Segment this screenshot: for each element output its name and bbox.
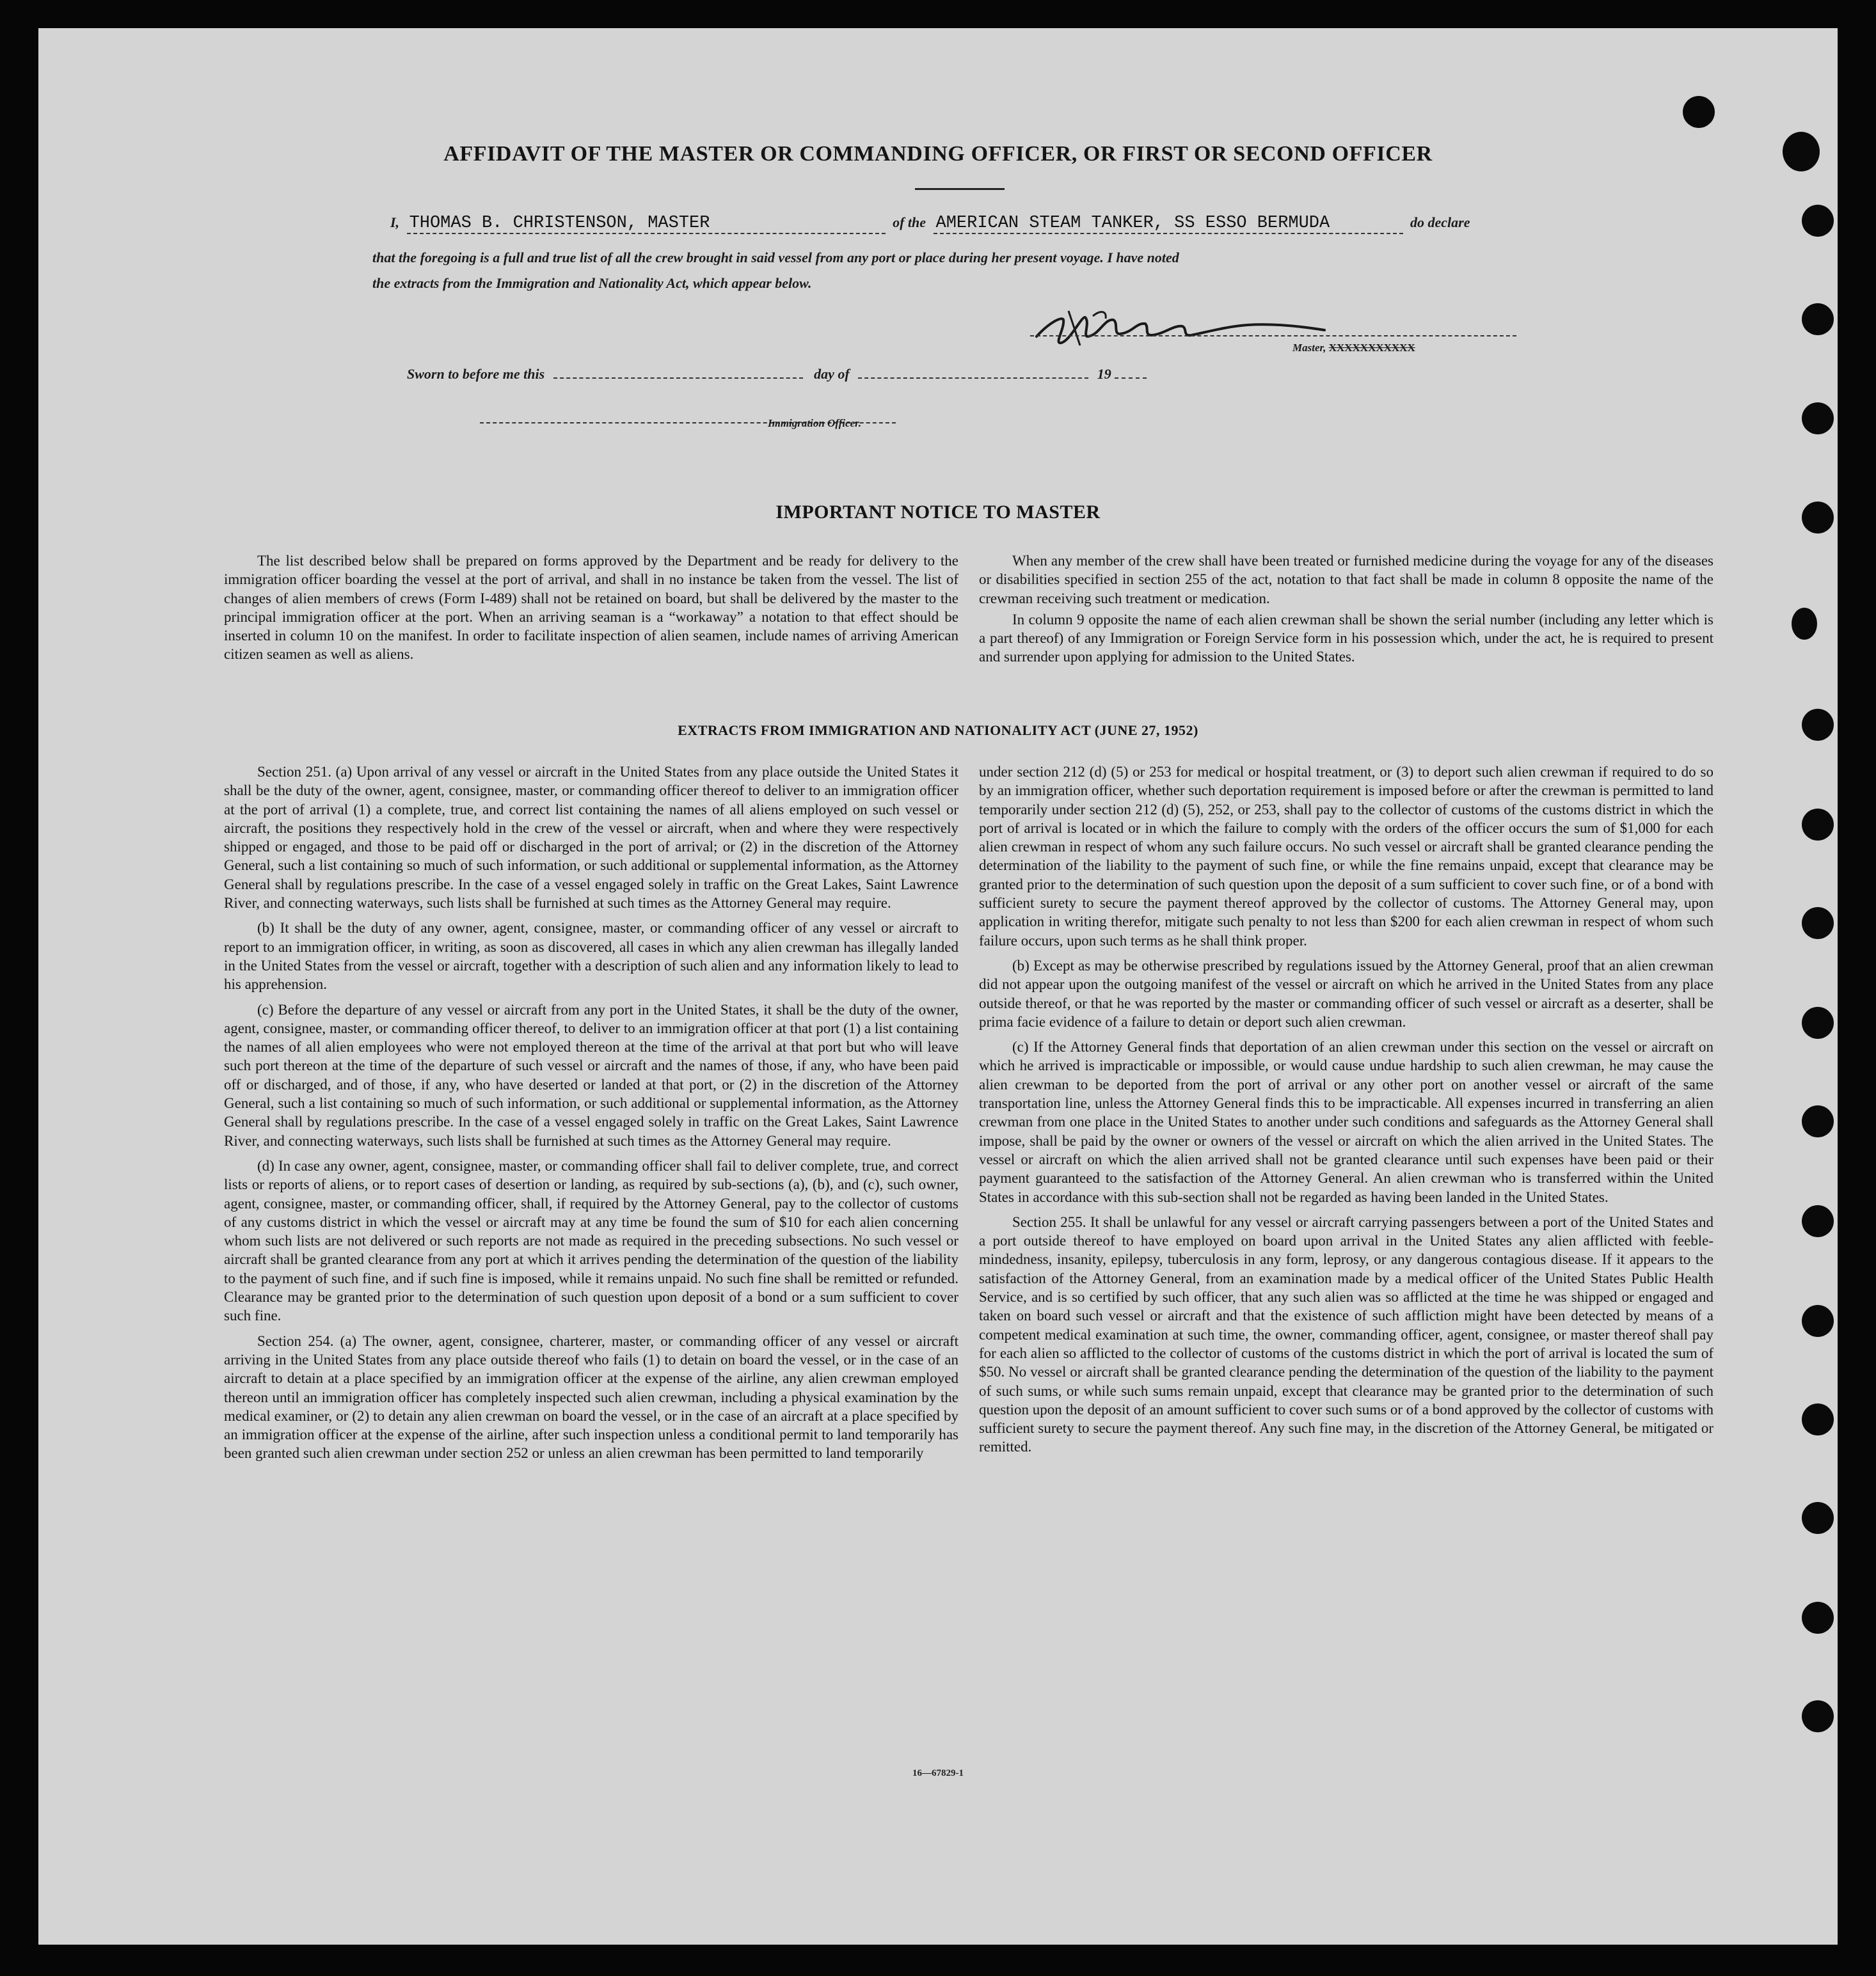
notice-right-paragraph-2: In column 9 opposite the name of each alien crewman shall be shown the serial number (including any letter which is a part thereof) of any Immigration or Foreign Service form in his possession which, under the act, he is required to present and surrender upon applying for admission to the United States. xyxy=(979,611,1713,665)
section-254-c: (c) If the Attorney General finds that deportation of an alien crewman under this section on the vessel or aircraft on which he arrived is impracticable or impossible, or would cause undue hardship to such alien crewman, he may cause the alien crewman to be deported from the port of arrival or any other port on another vessel or aircraft of the same transportation line, unless the Attorney General finds this to be impracticable. All expenses incurred in transferring an alien crewman from one place in the United States to another under such conditions and safeguards as the Attorney General shall impose, shall be paid by the owner or owners of the vessel or aircraft on which the alien arrived in the United States. The vessel or aircraft on which the alien arrived shall not be granted clearance until such expenses have been paid or their payment guaranteed to the satisfaction of the Attorney General. An alien crewman who is transferred within the United States in accordance with this sub-section shall not be regarded as having been landed in the United States. xyxy=(979,1039,1713,1205)
day-of-label: day of xyxy=(814,366,850,382)
section-254-a: Section 254. (a) The owner, agent, consignee, charterer, master, or commanding officer of any vessel or aircraft arriving in the United States from any place outside thereof who fails (1) to detain on board the vessel, or in the case of an aircraft to detain at a place specified by an immigration officer at the expense of the airline, any alien crewman employed thereon until an immigration officer has completely inspected such alien crewman, including a physical examination by the medical examiner, or (2) to detain any alien crewman on board the vessel, or in the case of an aircraft at a place specified by an immigration officer at the expense of the airline, after such inspection unless a conditional permit to land temporarily has been granted such alien crewman under section 252 or unless an alien crewman has been permitted to land temporarily xyxy=(224,1332,958,1462)
extracts-right-column xyxy=(979,763,1713,1463)
punch-hole xyxy=(1802,1602,1834,1634)
title-rule xyxy=(915,188,1005,190)
section-251-a: Section 251. (a) Upon arrival of any vessel or aircraft in the United States from any place outside the United States it shall be the duty of the owner, agent, consignee, master, or commanding officer thereof to deliver to an immigration officer at the port of arrival (1) a complete, true, and correct list containing the names of all aliens employed on such vessel or aircraft, the positions they respectively hold in the crew of the vessel or aircraft, when and where they were respectively shipped or engaged, and those to be paid off or discharged in the port of arrival; or (2) in the discretion of the Attorney General, such a list containing so much of such information, or such additional or supplemental information, as the Attorney General shall by regulations prescribe. In the case of a vessel engaged solely in traffic on the Great Lakes, Saint Lawrence River, and connecting waterways, such lists shall be furnished at such times as the Attorney General may require. xyxy=(224,764,958,912)
notice-right-paragraph-1: When any member of the crew shall have been treated or furnished medicine during the voyage for any of the diseases or disabilities specified in section 255 of the act, notation to that fact shall be made in column 8 opposite the name of the crewman receiving such treatment or medication. xyxy=(979,553,1713,606)
section-254-a-continued: under section 212 (d) (5) or 253 for medical or hospital treatment, or (3) to deport such alien crewman if required to do so by an immigration officer, whether such deportation requirement is imposed before or after the crewman is permitted to land temporarily under section 212 (d) (5), 252, or 253, shall pay to the collector of customs of the customs district in which the port of arrival is located or in which the failure to comply with the orders of the officer occurs the sum of $1,000 for each alien crewman in respect of whom any such failure occurs. No such vessel or aircraft shall be granted clearance pending the determination of the liability to the payment of such fine, or while the fine remains unpaid, except that clearance may be granted prior to the determination of such question upon the deposit of a sum sufficient to cover such fine, or of a bond with sufficient surety to secure the payment thereof approved by the collector of customs. The Attorney General may, upon application in writing therefor, mitigate such penalty to not less than $200 for each alien crewman in respect of whom such failure occurs, upon such terms as he shall think proper. xyxy=(979,764,1713,949)
punch-hole xyxy=(1802,809,1834,841)
punch-hole xyxy=(1802,1105,1834,1137)
section-254-b: (b) Except as may be otherwise prescribed by regulations issued by the Attorney General, proof that an alien crewman did not appear upon the outgoing manifest of the vessel or aircraft on which he arrived in the United States from any place outside thereof, or that he was reported by the master or commanding officer of such vessel or aircraft as a deserter, shall be prima facie evidence of a failure to detain or deport such alien crewman. xyxy=(979,957,1713,1030)
punch-hole xyxy=(1792,608,1817,640)
master-label: Master, xyxy=(1292,342,1326,354)
punch-hole xyxy=(1802,1700,1834,1732)
notice-right-column xyxy=(979,551,1713,673)
sworn-line xyxy=(407,366,1147,383)
master-caption xyxy=(1292,342,1415,354)
notice-left-paragraph: The list described below shall be prepared on forms approved by the Department and be ready for delivery to the immigration officer boarding the vessel at the port of arrival, and shall in no instance be taken from the vessel. The list of changes of alien members of crews (Form I-489) shall not be retained on board, but shall be delivered by the master to the principal immigration officer at the port. When an arriving seaman is a “workaway” a notation to that effect should be inserted in column 10 on the manifest. In order to facilitate inspection of alien seamen, include names of arriving American citizen seamen as well as aliens. xyxy=(224,553,958,663)
master-name-field: THOMAS B. CHRISTENSON, MASTER xyxy=(407,214,886,234)
section-251-b: (b) It shall be the duty of any owner, agent, consignee, master, or commanding officer of any vessel or aircraft to report to an immigration officer, in writing, as soon as discovered, all cases in which any alien crewman has illegally landed in the United States from the vessel or aircraft, together with a description of such alien and any information likely to lead to his apprehension. xyxy=(224,920,958,993)
sworn-label: Sworn to before me this xyxy=(407,366,545,382)
section-255: Section 255. It shall be unlawful for any vessel or aircraft carrying passengers between a port of the United States and a port outside thereof to have employed on board upon arrival in the United States any alien afflicted with feeble-mindedness, insanity, epilepsy, tuberculosis in any form, leprosy, or any dangerous contagious disease. If it appears to the satisfaction of the Attorney General, from an examination made by a medical officer of the United States Public Health Service, and is so certified by such officer, that any such alien was so afflicted at the time he was shipped or engaged and taken on board such vessel or aircraft and that the existence of such affliction might have been detected by means of a competent medical examination at such time, the owner, commanding officer, agent, consignee, or master thereof shall pay for each alien so afflicted to the collector of customs of the customs district in which the port of arrival is located the sum of $50. No vessel or aircraft shall be granted clearance pending the determination of the question of the liability to the payment of such sums, or while such sums remain unpaid, except that clearance may be granted prior to the determination of such question upon the deposit of an amount sufficient to cover such sums or of a bond approved by the collector of customs with sufficient surety to secure the payment thereof. Any such fine may, in the discretion of the Attorney General, be mitigated or remitted. xyxy=(979,1213,1713,1455)
affidavit-title: AFFIDAVIT OF THE MASTER OR COMMANDING OFFICER, OR FIRST OR SECOND OFFICER xyxy=(443,142,1433,166)
officer-caption: Immigration Officer. xyxy=(768,417,862,429)
punch-hole xyxy=(1802,205,1834,237)
punch-hole xyxy=(1802,1305,1834,1337)
declare-label: do declare xyxy=(1410,214,1470,230)
punch-hole xyxy=(1802,303,1834,335)
punch-hole xyxy=(1802,1205,1834,1237)
document-page xyxy=(38,28,1838,1945)
statement-line-1: that the foregoing is a full and true list of all the crew brought in said vessel from any port or place during her present voyage. I have noted xyxy=(372,249,1179,265)
extracts-title: EXTRACTS FROM IMMIGRATION AND NATIONALITY ACT (JUNE 27, 1952) xyxy=(678,722,1198,738)
punch-hole xyxy=(1802,1403,1834,1435)
signature-line xyxy=(1030,324,1516,340)
statement-line-2: the extracts from the Immigration and Nationality Act, which appear below. xyxy=(372,275,812,291)
extracts-left-column xyxy=(224,763,958,1469)
punch-hole xyxy=(1683,96,1715,128)
punch-hole xyxy=(1802,907,1834,939)
section-251-d: (d) In case any owner, agent, consignee, master, or commanding officer shall fail to deliver complete, true, and correct lists or reports of aliens, or to report cases of desertion or landing, as required by sub-sections (a), (b), and (c), such owner, agent, consignee, master, or commanding officer, shall, if required by the Attorney General, pay to the collector of customs of any customs district in which the vessel or aircraft may at any time be found the sum of $10 for each alien concerning whom such lists are not delivered or such reports are not made as required in the preceding subsections. No such vessel or aircraft shall be granted clearance from any port at which it arrives pending the determination of the question of the liability to the payment of such fine, and if such fine is imposed, while it remains unpaid. No such fine shall be remitted or refunded. Clearance may be granted prior to the determination of such question upon deposit of a bond or a sum sufficient to cover such fine. xyxy=(224,1157,958,1324)
year-label: 19 xyxy=(1097,366,1111,382)
form-number: 16—67829-1 xyxy=(912,1768,964,1778)
vessel-name-field: AMERICAN STEAM TANKER, SS ESSO BERMUDA xyxy=(934,214,1403,234)
declaration-line xyxy=(390,214,1470,234)
struck-text: XXXXXXXXXXX xyxy=(1328,342,1415,354)
notice-left-column xyxy=(224,551,958,670)
punch-hole xyxy=(1802,1007,1834,1039)
notice-title: IMPORTANT NOTICE TO MASTER xyxy=(775,502,1101,523)
punch-hole xyxy=(1802,1502,1834,1534)
i-label: I, xyxy=(390,214,400,230)
punch-hole xyxy=(1802,402,1834,434)
of-the-label: of the xyxy=(893,214,926,230)
section-251-c: (c) Before the departure of any vessel or aircraft from any port in the United States, it shall be the duty of the owner, agent, consignee, master, or commanding officer thereof, to deliver to an immigration officer at that port (1) a list containing the names of all alien employees who were not employed thereon at the time of the arrival at that port but who will leave such port thereon at the time of the departure of such vessel or aircraft and the names of those, if any, who have been paid off or discharged, and of those, if any, who have deserted or landed at that port, or (2) in the discretion of the Attorney General, such a list containing so much of such information, or such additional or supplemental information, as the Attorney General shall by regulations prescribe. In the case of a vessel engaged solely in traffic on the Great Lakes, Saint Lawrence River, and connecting waterways, such lists shall be furnished at such times as the Attorney General may require. xyxy=(224,1001,958,1149)
